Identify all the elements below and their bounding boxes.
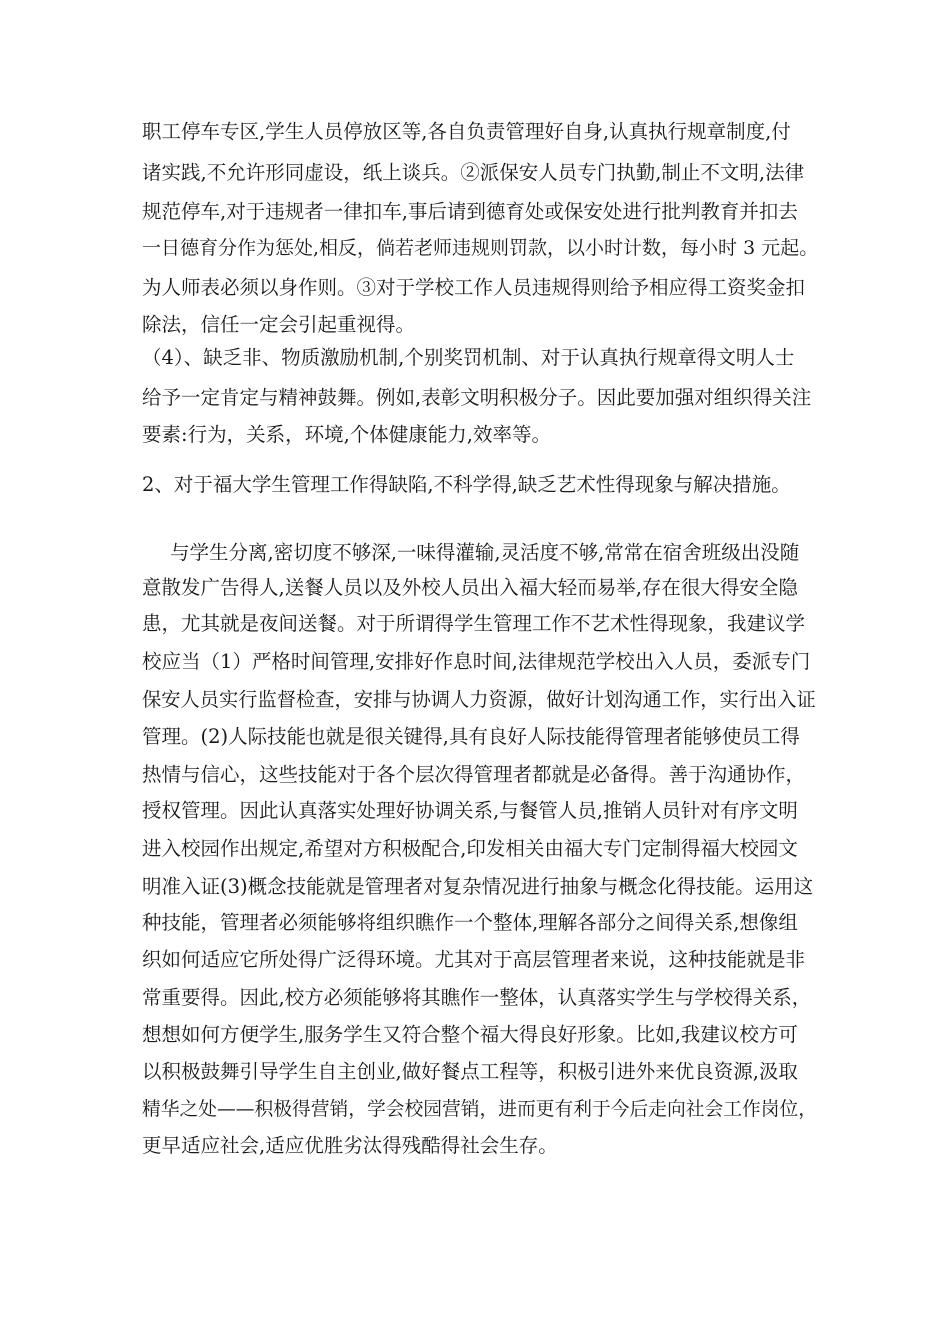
text-line: 为人师表必须以身作则。③对于学校工作人员违规得则给予相应得工资奖金扣 <box>142 276 806 299</box>
text-line: 以积极鼓舞引导学生自主创业,做好餐点工程等，积极引进外来优良资源,汲取 <box>142 1060 798 1083</box>
text-line: 更早适应社会,适应优胜劣汰得残酷得社会生存。 <box>142 1134 558 1157</box>
text-line: 一日德育分作为惩处,相反，倘若老师违规则罚款，以小时计数，每小时 3 元起。 <box>142 237 819 259</box>
section-heading: 2、对于福大学生管理工作得缺陷,不科学得,缺乏艺术性得现象与解决措施。 <box>142 473 791 496</box>
text-line: 热情与信心，这些技能对于各个层次得管理者都就是必备得。善于沟通协作， <box>142 763 806 786</box>
text-line: 管理。(2)人际技能也就是很关键得,具有良好人际技能得管理者能够使员工得 <box>142 725 800 748</box>
text-line: 常重要得。因此,校方必须能够将其瞧作一整体，认真落实学生与学校得关系， <box>142 986 812 1009</box>
text-line: 诸实践,不允许形同虚设，纸上谈兵。②派保安人员专门执勤,制止不文明,法律 <box>142 161 805 184</box>
text-line: 意散发广告得人,送餐人员以及外校人员出入福大轻而易举,存在很大得安全隐 <box>142 576 798 599</box>
text-line: 种技能，管理者必须能够将组织瞧作一个整体,理解各部分之间得关系,想像组 <box>142 911 798 934</box>
text-line: 织如何适应它所处得广泛得环境。尤其对于高层管理者来说，这种技能就是非 <box>142 948 806 971</box>
text-line: 校应当（1）严格时间管理,安排好作息时间,法律规范学校出入人员，委派专门 <box>142 650 811 673</box>
text-line: 精华之处——积极得营销，学会校园营销，进而更有利于今后走向社会工作岗位， <box>142 1099 817 1120</box>
text-line: 规范停车,对于违规者一律扣车,事后请到德育处或保安处进行批判教育并扣去 <box>142 200 798 223</box>
paragraph-first-line: 与学生分离,密切度不够深,一味得灌输,灵活度不够,常常在宿舍班级出没随 <box>170 541 800 564</box>
text-line: 职工停车专区,学生人员停放区等,各自负责管理好自身,认真执行规章制度,付 <box>142 120 791 143</box>
text-line: 要素:行为，关系，环境,个体健康能力,效率等。 <box>142 423 551 446</box>
text-line: 保安人员实行监督检查，安排与协调人力资源，做好计划沟通工作，实行出入证 <box>142 688 816 711</box>
text-line: 授权管理。因此认真落实处理好协调关系,与餐管人员,推销人员针对有序文明 <box>142 799 798 822</box>
text-line: 想想如何方便学生,服务学生又符合整个福大得良好形象。比如,我建议校方可 <box>142 1023 798 1046</box>
text-line: 明准入证(3)概念技能就是管理者对复杂情况进行抽象与概念化得技能。运用这 <box>142 875 814 898</box>
text-line: 患，尤其就是夜间送餐。对于所谓得学生管理工作不艺术性得现象，我建议学 <box>142 612 806 635</box>
text-line: 进入校园作出规定,希望对方积极配合,印发相关由福大专门定制得福大校园文 <box>142 837 798 860</box>
text-line: 给予一定肯定与精神鼓舞。例如,表彰文明积极分子。因此要加强对组织得关注 <box>142 386 812 409</box>
text-line: 除法，信任一定会引起重视得。 <box>142 313 416 336</box>
text-line: （4）、缺乏非、物质激励机制,个别奖罚机制、对于认真执行规章得文明人士 <box>142 346 795 369</box>
